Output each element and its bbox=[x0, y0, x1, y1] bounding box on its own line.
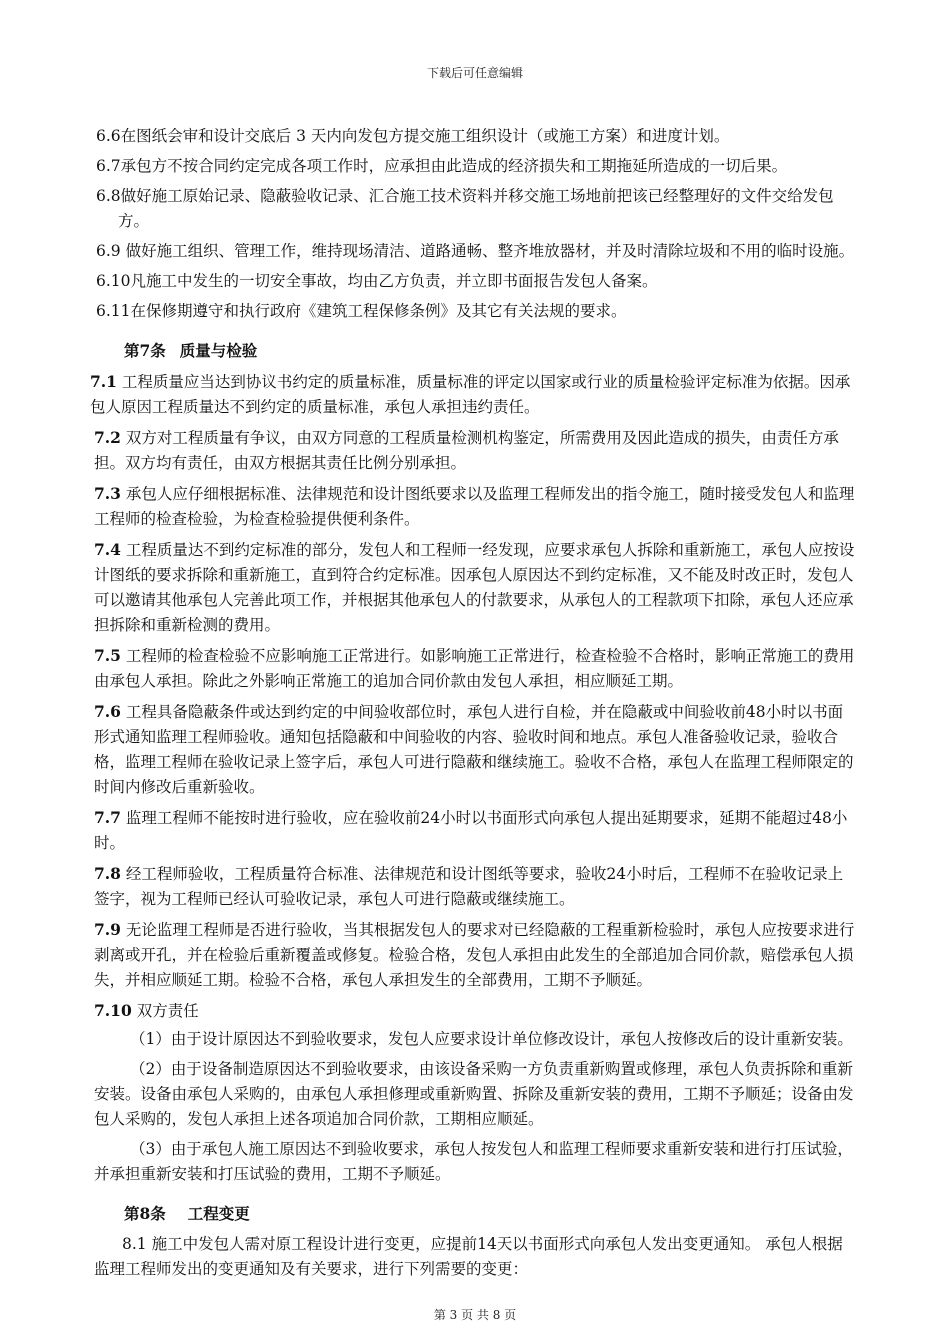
clause-text: 无论监理工程师是否进行验收，当其根据发包人的要求对已经隐蔽的工程重新检验时，承包人应按要求进行剥离或开孔，并在检验后重新覆盖或修复。检验合格，发包人承担由此发生的全部追加合同价款，赔偿承包人损失，并相应顺延工期。检验不合格，承包人承担发生的全部费用，工期不予顺延。 bbox=[94, 921, 855, 989]
clause-7-7 bbox=[94, 805, 856, 856]
clause-7-4 bbox=[94, 537, 856, 638]
clause-text: 在保修期遵守和执行政府《建筑工程保修条例》及其它有关法规的要求。 bbox=[130, 302, 627, 320]
clause-7-2 bbox=[94, 425, 856, 476]
clause-8-1: 8.1 施工中发包人需对原工程设计进行变更，应提前14天以书面形式向承包人发出变更通知。 承包人根据监理工程师发出的变更通知及有关要求，进行下列需要的变更： bbox=[94, 1235, 843, 1278]
clause-text: 工程质量应当达到协议书约定的质量标准，质量标准的评定以国家或行业的质量检验评定标准为依据。因承包人原因工程质量达不到约定的质量标准，承包人承担违约责任。 bbox=[90, 373, 851, 416]
clause-number: 6.9 bbox=[96, 242, 121, 260]
clause-text: 凡施工中发生的一切安全事故，均由乙方负责，并立即书面报告发包人备案。 bbox=[130, 272, 658, 290]
clause-number: 7.6 bbox=[94, 702, 121, 721]
subclause-3: （3）由于承包人施工原因达不到验收要求，承包人按发包人和监理工程师要求重新安装和进行打压试验，并承担重新安装和打压试验的费用，工期不予顺延。 bbox=[94, 1140, 853, 1183]
clause-number: 7.10 bbox=[94, 1001, 132, 1020]
clause-7-10 bbox=[94, 998, 856, 1024]
clause-number: 7.9 bbox=[94, 920, 121, 939]
page-footer: 第 3 页 共 8 页 bbox=[433, 1308, 517, 1322]
article-title: 第7条 bbox=[124, 341, 166, 360]
clause-number: 6.7 bbox=[96, 157, 121, 175]
clause-7-9 bbox=[94, 917, 856, 993]
article-subtitle: 工程变更 bbox=[187, 1204, 250, 1223]
article-8-heading bbox=[124, 1201, 950, 1226]
clause-text: 承包人应仔细根据标准、法律规范和设计图纸要求以及监理工程师发出的指令施工，随时接受发包人和监理工程师的检查检验，为检查检验提供便利条件。 bbox=[94, 485, 855, 528]
clause-6-11 bbox=[0, 299, 860, 324]
clause-number: 7.8 bbox=[94, 864, 121, 883]
article-subtitle: 质量与检验 bbox=[179, 341, 258, 360]
clause-6-9 bbox=[0, 239, 860, 264]
clause-text: 做好施工组织、管理工作，维持现场清洁、道路通畅、整齐堆放器材，并及时清除垃圾和不用的临时设施。 bbox=[120, 242, 855, 260]
clause-number: 7.7 bbox=[94, 808, 121, 827]
clause-text: 在图纸会审和设计交底后 3 天内向发包方提交施工组织设计（或施工方案）和进度计划。 bbox=[120, 127, 730, 145]
clause-text: 工程具备隐蔽条件或达到约定的中间验收部位时，承包人进行自检，并在隐蔽或中间验收前48小时以书面形式通知监理工程师验收。通知包括隐蔽和中间验收的内容、验收时间和地点。承包人准备验收记录，验收合格，监理工程师在验收记录上签字后，承包人可进行隐蔽和继续施工。验收不合格，承包人在监理工程师限定的时间内修改后重新验收。 bbox=[94, 703, 854, 796]
clause-6-8 bbox=[0, 184, 860, 234]
clause-number: 7.1 bbox=[90, 372, 117, 391]
clause-6-6 bbox=[0, 124, 860, 149]
clause-number: 6.11 bbox=[96, 302, 131, 320]
subclause-1: （1）由于设计原因达不到验收要求，发包人应要求设计单位修改设计，承包人按修改后的设计重新安装。 bbox=[130, 1030, 853, 1048]
clause-7-6 bbox=[94, 699, 856, 800]
clause-number: 6.8 bbox=[96, 187, 121, 205]
clause-text: 做好施工原始记录、隐蔽验收记录、汇合施工技术资料并移交施工场地前把该已经整理好的文件交给发包方。 bbox=[118, 187, 834, 230]
clause-text: 监理工程师不能按时进行验收，应在验收前24小时以书面形式向承包人提出延期要求，延期不能超过48小时。 bbox=[94, 809, 848, 852]
clause-text: 承包方不按合同约定完成各项工作时，应承担由此造成的经济损失和工期拖延所造成的一切后果。 bbox=[120, 157, 788, 175]
clause-7-8 bbox=[94, 861, 856, 912]
article-7-heading bbox=[124, 338, 950, 363]
clause-text: 双方对工程质量有争议，由双方同意的工程质量检测机构鉴定，所需费用及因此造成的损失，由责任方承担。双方均有责任，由双方根据其责任比例分别承担。 bbox=[94, 429, 839, 472]
clause-6-10 bbox=[0, 269, 860, 294]
clause-7-3 bbox=[94, 481, 856, 532]
clause-number: 7.3 bbox=[94, 484, 121, 503]
clause-text: 工程质量达不到约定标准的部分，发包人和工程师一经发现，应要求承包人拆除和重新施工，承包人应按设计图纸的要求拆除和重新施工，直到符合约定标准。因承包人原因达不到约定标准，又不能及时改正时，发包人可以邀请其他承包人完善此项工作，并根据其他承包人的付款要求，从承包人的工程款项下扣除，承包人还应承担拆除和重新检测的费用。 bbox=[94, 541, 855, 634]
clause-number: 7.2 bbox=[94, 428, 121, 447]
clause-6-7 bbox=[0, 154, 860, 179]
clause-text: 经工程师验收，工程质量符合标准、法律规范和设计图纸等要求，验收24小时后，工程师不在验收记录上签字，视为工程师已经认可验收记录，承包人可进行隐蔽或继续施工。 bbox=[94, 865, 844, 908]
clause-text: 双方责任 bbox=[131, 1002, 199, 1020]
section-6-list bbox=[0, 124, 950, 324]
page-header: 下载后可任意编辑 bbox=[426, 66, 523, 80]
document-body bbox=[0, 124, 950, 1287]
clause-number: 6.6 bbox=[96, 127, 121, 145]
article-7-list bbox=[0, 369, 950, 1187]
clause-number: 7.5 bbox=[94, 646, 121, 665]
article-title: 第8条 bbox=[124, 1204, 166, 1223]
clause-7-5 bbox=[94, 643, 856, 694]
subclause-2: （2）由于设备制造原因达不到验收要求，由该设备采购一方负责重新购置或修理，承包人负责拆除和重新安装。设备由承包人采购的，由承包人承担修理或重新购置、拆除及重新安装的费用，工期不予顺延；设备由发包人采购的，发包人承担上述各项追加合同价款，工期相应顺延。 bbox=[94, 1060, 854, 1128]
clause-number: 6.10 bbox=[96, 272, 131, 290]
clause-7-1 bbox=[90, 369, 858, 420]
clause-number: 7.4 bbox=[94, 540, 121, 559]
clause-text: 工程师的检查检验不应影响施工正常进行。如影响施工正常进行，检查检验不合格时，影响正常施工的费用由承包人承担。除此之外影响正常施工的追加合同价款由发包人承担，相应顺延工期。 bbox=[94, 647, 855, 690]
